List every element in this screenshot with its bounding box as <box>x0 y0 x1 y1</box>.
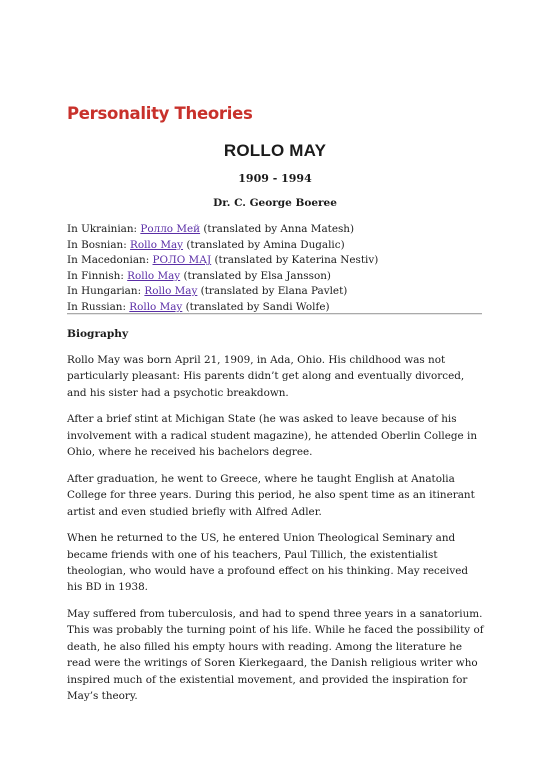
translation-language: In Ukrainian: <box>67 223 141 235</box>
biography-paragraph <box>67 411 487 460</box>
translation-credit: (translated by Amina Dugalic) <box>183 238 345 251</box>
translation-link[interactable]: Rollo May <box>129 300 183 313</box>
translation-item <box>67 222 378 238</box>
translation-item <box>67 253 378 269</box>
text-line: particularly pleasant: His parents didn’t get along and eventually divorced, <box>67 370 465 383</box>
text-line: After a brief stint at Michigan State (he was asked to leave because of his <box>67 413 457 426</box>
text-line: When he returned to the US, he entered Union Theological Seminary and <box>67 532 456 545</box>
translation-credit: (translated by Elsa Jansson) <box>180 269 331 282</box>
translation-language: In Finnish: <box>67 269 128 282</box>
translation-language: In Macedonian: <box>67 254 153 267</box>
translation-credit: (translated by Elana Pavlet) <box>197 285 348 298</box>
life-years: 1909 - 1994 <box>238 172 312 185</box>
text-line: After graduation, he went to Greece, where he taught English at Anatolia <box>67 472 455 485</box>
biography-body <box>67 352 487 715</box>
biography-paragraph <box>67 606 487 704</box>
translation-link[interactable]: РОЛО МАЈ <box>152 254 212 267</box>
translation-credit: (translated by Sandi Wolfe) <box>182 300 330 313</box>
translation-language: In Russian: <box>67 300 130 313</box>
text-line: Ohio, where he received his bachelors degree. <box>67 446 313 459</box>
translation-link[interactable]: Rollo May <box>127 269 181 282</box>
biography-paragraph <box>67 471 487 520</box>
text-line: theologian, who would have a profound effect on his thinking. May received <box>67 565 469 578</box>
biography-paragraph <box>67 352 487 401</box>
translation-link[interactable]: Rollo May <box>130 238 184 251</box>
horizontal-divider <box>67 313 482 315</box>
text-line: became friends with one of his teachers, Paul Tillich, the existentialist <box>67 548 438 561</box>
text-line: artist and even studied briefly with Alfred Adler. <box>67 505 322 518</box>
translation-item <box>67 284 378 300</box>
text-line: May suffered from tuberculosis, and had to spend three years in a sanatorium. <box>67 608 483 621</box>
text-line: This was probably the turning point of his life. While he faced the possibility of <box>67 624 484 637</box>
site-brand-heading: Personality Theories <box>67 104 253 123</box>
translation-item <box>67 238 378 254</box>
text-line: his BD in 1938. <box>67 581 148 594</box>
author-name: Dr. C. George Boeree <box>213 197 337 209</box>
biography-paragraph <box>67 530 487 596</box>
translation-credit: (translated by Katerina Nestiv) <box>211 254 379 267</box>
translation-item <box>67 269 378 285</box>
text-line: Rollo May was born April 21, 1909, in Ada, Ohio. His childhood was not <box>67 354 446 366</box>
translation-credit: (translated by Anna Matesh) <box>200 223 355 235</box>
text-line: College for three years. During this period, he also spent time as an itinerant <box>67 489 475 502</box>
translation-link[interactable]: Rollo May <box>144 285 198 298</box>
text-line: read were the writings of Soren Kierkegaard, the Danish religious writer who <box>67 657 478 670</box>
translation-link[interactable]: Ролло Мей <box>140 223 201 235</box>
translations-list <box>67 222 378 316</box>
text-line: death, he also filled his empty hours with reading. Among the literature he <box>67 640 463 653</box>
biography-heading: Biography <box>67 328 129 340</box>
translation-language: In Bosnian: <box>67 238 131 251</box>
text-line: May’s theory. <box>67 690 138 703</box>
page-title: ROLLO MAY <box>223 141 327 160</box>
text-line: inspired much of the existential movement, and provided the inspiration for <box>67 673 468 686</box>
text-line: involvement with a radical student magazine), he attended Oberlin College in <box>67 429 478 442</box>
translation-language: In Hungarian: <box>67 285 145 298</box>
text-line: and his sister had a psychotic breakdown. <box>67 386 289 399</box>
